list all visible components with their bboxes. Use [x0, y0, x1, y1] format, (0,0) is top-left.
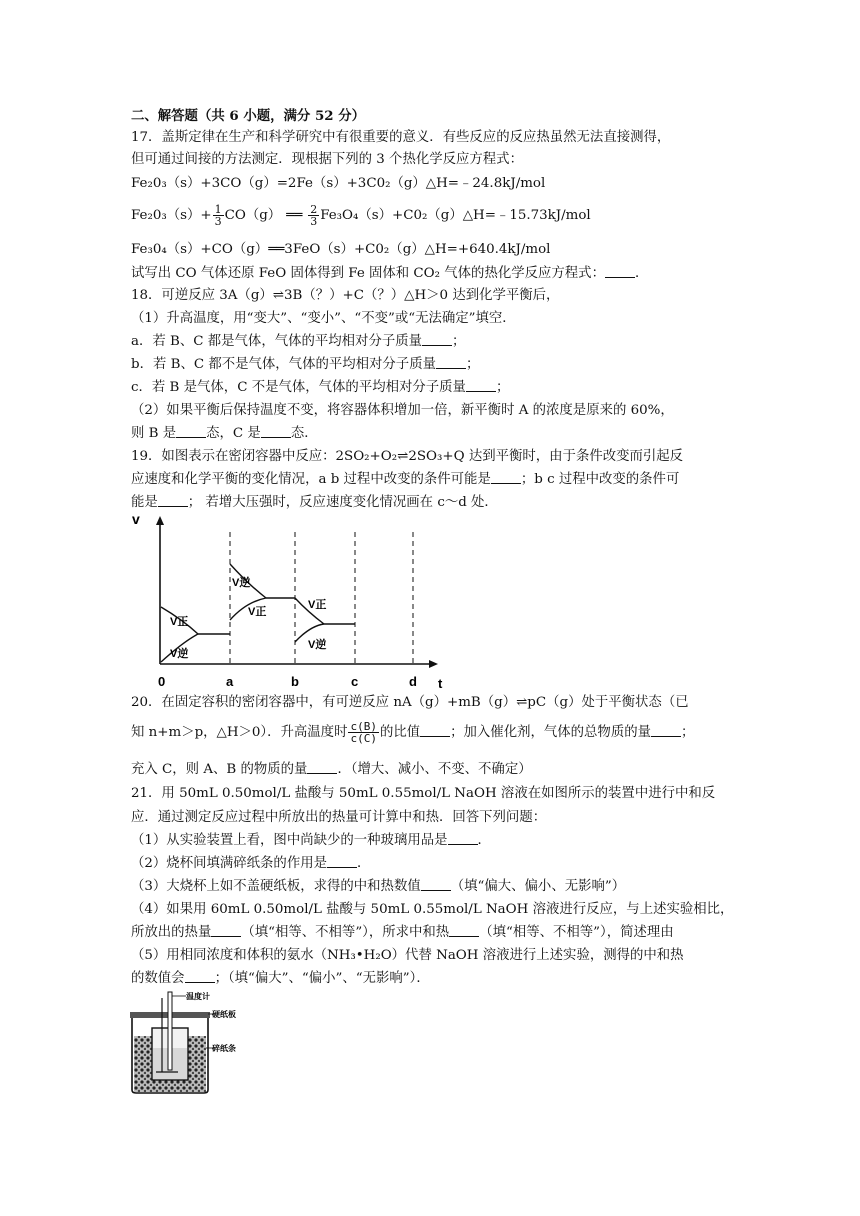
label-v-reverse-2: V逆 — [232, 577, 251, 589]
q18-line-1: 18．可逆反应 3A（g）⇌3B（？）+C（？）△H＞0 达到化学平衡后， — [131, 288, 560, 303]
label-v-reverse-1: V逆 — [170, 648, 189, 660]
label-v-forward-1: V正 — [170, 616, 189, 628]
fraction-one-third: $\frac{1}{3}$ — [214, 203, 222, 228]
answer-blank[interactable] — [185, 969, 215, 983]
rate-time-graph — [128, 512, 448, 692]
answer-blank[interactable] — [466, 378, 496, 392]
answer-blank[interactable] — [176, 424, 206, 438]
answer-blank[interactable] — [605, 264, 635, 278]
answer-blank[interactable] — [420, 723, 450, 737]
answer-blank[interactable] — [448, 831, 478, 845]
section-title: 二、解答题（共 6 小题，满分 52 分） — [131, 108, 366, 124]
q18-part2-line-1: （2）如果平衡后保持温度不变，将容器体积增加一倍，新平衡时 A 的浓度是原来的 60%， — [131, 403, 674, 418]
y-axis-label: v — [132, 512, 140, 527]
q17-equation-1: Fe₂0₃（s）+3CO（g）=2Fe（s）+3C0₂（g）△H=﹣24.8kJ/mol — [131, 176, 546, 191]
tick-a: a — [226, 674, 234, 689]
fraction-two-thirds: $\frac{2}{3}$ — [310, 203, 318, 228]
q21-part-5-line-2: 的数值会 ；（填“偏大”、“偏小”、“无影响”）． — [131, 971, 430, 986]
answer-blank[interactable] — [307, 760, 337, 774]
q17-line-2: 但可通过间接的方法测定．现根据下列的 3 个热化学反应方程式： — [131, 152, 523, 167]
answer-blank[interactable] — [421, 877, 451, 891]
q17-line-1: 17．盖斯定律在生产和科学研究中有很重要的意义．有些反应的反应热虽然无法直接测得， — [131, 130, 671, 145]
tick-0: 0 — [158, 674, 166, 689]
label-v-forward-2: V正 — [248, 606, 267, 618]
label-lid: 硬纸板 — [212, 1010, 236, 1019]
thermometer — [168, 992, 172, 1070]
answer-blank[interactable] — [261, 424, 291, 438]
q21-part-3: （3）大烧杯上如不盖硬纸板，求得的中和热数值 （填“偏大、偏小、无影响”） — [131, 879, 626, 894]
equals-sign: ══ — [286, 208, 303, 223]
label-v-reverse-3: V逆 — [308, 639, 327, 651]
answer-blank[interactable] — [158, 493, 188, 507]
q18-part2-line-2: 则 B 是 态，C 是 态． — [131, 426, 318, 441]
answer-blank[interactable] — [651, 723, 681, 737]
q19-line-2: 应速度和化学平衡的变化情况，a b 过程中改变的条件可能是 ；b c 过程中改变的条件可 — [131, 472, 680, 487]
q19-line-3: 能是 ； 若增大压强时，反应速度变化情况画在 c～d 处． — [131, 495, 498, 510]
q21-line-2: 应．通过测定反应过程中所放出的热量可计算中和热．回答下列问题： — [131, 810, 547, 825]
q20-line-1: 20．在固定容积的密闭容器中，有可逆反应 nA（g）+mB（g）⇌pC（g）处于平衡状态（已 — [131, 695, 689, 710]
q18-item-c: c．若 B 是气体，C 不是气体，气体的平均相对分子质量 ； — [131, 380, 510, 395]
x-axis-label: t — [438, 676, 443, 691]
label-v-forward-3: V正 — [308, 599, 327, 611]
label-scraps: 碎纸条 — [212, 1044, 236, 1053]
answer-blank[interactable] — [449, 923, 479, 937]
calorimeter-apparatus — [128, 990, 238, 1096]
q21-part-4-line-2: 所放出的热量 （填“相等、不相等”），所求中和热 （填“相等、不相等”），简述理由 — [131, 925, 674, 940]
answer-blank[interactable] — [491, 470, 521, 484]
q17-equation-3: Fe₃0₄（s）+CO（g）══3FeO（s）+C0₂（g）△H=+640.4kJ/mol — [131, 242, 551, 257]
tick-b: b — [291, 674, 299, 689]
q21-part-5-line-1: （5）用相同浓度和体积的氨水（NH₃•H₂O）代替 NaOH 溶液进行上述实验，测得的中和热 — [131, 948, 684, 963]
answer-blank[interactable] — [436, 355, 466, 369]
q17-question: 试写出 CO 气体还原 FeO 固体得到 Fe 固体和 CO₂ 气体的热化学反应方程式： ． — [131, 266, 649, 281]
answer-blank[interactable] — [327, 854, 357, 868]
label-thermometer: 温度计 — [186, 992, 210, 1001]
q18-item-b: b．若 B、C 都不是气体，气体的平均相对分子质量 ； — [131, 357, 480, 372]
q17-equation-2: Fe₂0₃（s）+ $\frac{1}{3}$ CO（g） ══ $\frac{2}{3}$ Fe₃O₄（s）+C0₂（g）△H=﹣15.73kJ/mol — [131, 203, 591, 228]
q21-part-4-line-1: （4）如果用 60mL 0.50mol/L 盐酸与 50mL 0.55mol/L NaOH 溶液进行反应，与上述实验相比， — [131, 902, 734, 917]
q20-line-2: 知 n+m＞p，△H＞0）．升高温度时 $\frac{c(B)}{c(C)}$ 的比值 ；加入催化剂，气体的总物质的量 ； — [131, 720, 695, 745]
q19-line-1: 19．如图表示在密闭容器中反应：2SO₂+O₂⇌2SO₃+Q 达到平衡时，由于条件改变而引起反 — [131, 449, 684, 464]
q20-line-3: 充入 C，则 A、B 的物质的量 ．（增大、减小、不变、不确定） — [131, 762, 532, 777]
q18-item-a: a．若 B、C 都是气体，气体的平均相对分子质量 ； — [131, 334, 466, 349]
tick-c: c — [351, 674, 359, 689]
tick-d: d — [409, 674, 417, 689]
answer-blank[interactable] — [211, 923, 241, 937]
q18-line-2: （1）升高温度，用“变大”、“变小”、“不变”或“无法确定”填空． — [131, 311, 516, 326]
fraction-cB-over-cC: $\frac{c(B)}{c(C)}$ — [350, 720, 377, 745]
q21-part-1: （1）从实验装置上看，图中尚缺少的一种玻璃用品是 ． — [131, 833, 491, 848]
q21-line-1: 21．用 50mL 0.50mol/L 盐酸与 50mL 0.55mol/L NaOH 溶液在如图所示的装置中进行中和反 — [131, 786, 716, 801]
q21-part-2: （2）烧杯间填满碎纸条的作用是 ． — [131, 856, 371, 871]
answer-blank[interactable] — [422, 332, 452, 346]
